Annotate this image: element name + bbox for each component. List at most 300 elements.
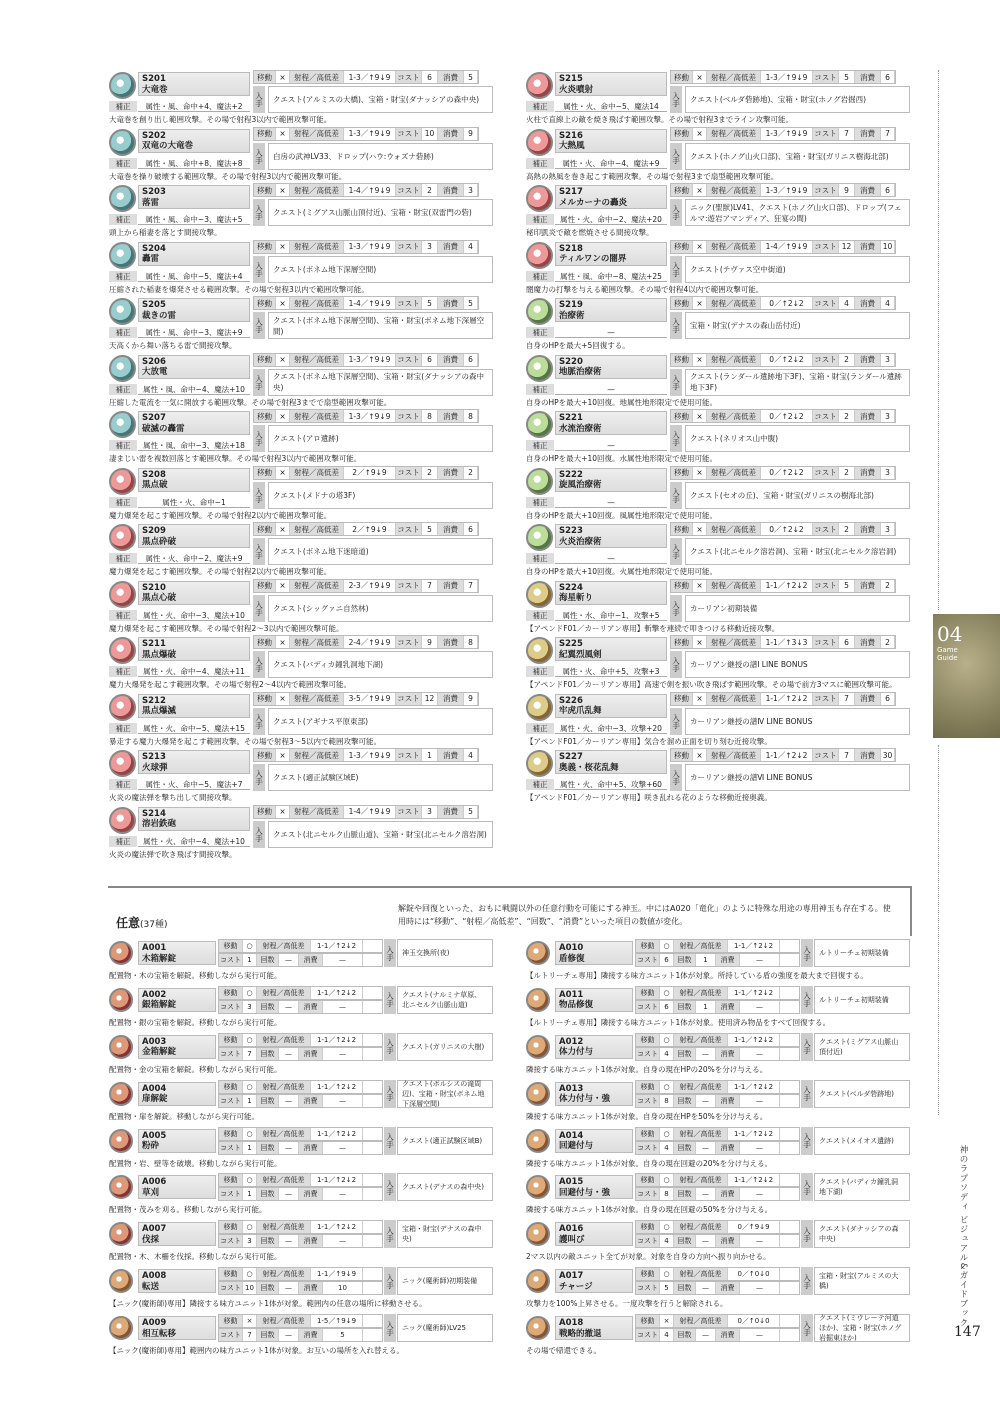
cost-label: コスト	[813, 636, 839, 648]
range-value: 1-3／↑9↓9	[344, 354, 396, 366]
correction-label: 補正	[526, 723, 554, 734]
source-value: クエスト(北ニセルク溶岩洞)、宝箱・財宝(北ニセルク溶岩洞)	[685, 538, 910, 565]
source-label: 入手	[670, 256, 682, 283]
source-value: 宝箱・財宝(デナスの森山岳付近)	[685, 312, 910, 339]
skill-name: 草刈	[142, 1187, 160, 1198]
source-label: 入手	[670, 538, 682, 565]
use-value: 8	[464, 636, 478, 648]
use-label: 消費	[299, 954, 323, 966]
move-value: ×	[276, 806, 290, 818]
cost-label: コスト	[396, 297, 422, 309]
skill-name: 黒点爆滅	[142, 706, 177, 716]
skill-description: 【ルトリーチェ専用】隣接する味方ユニット1体が対象。所持している盾の強度を最大まで回復する。	[526, 971, 868, 980]
range-label: 射程／高低差	[707, 749, 761, 761]
range-value: 1-4／↑9↓9	[344, 297, 396, 309]
count-label: 回数	[257, 1235, 279, 1247]
orb-icon	[526, 185, 553, 212]
source-value: 白房の武神LV33、ドロップ(ハウ:ウォズナ砦跡)	[268, 143, 493, 170]
range-label: 射程／高低差	[290, 241, 344, 253]
use-label: 消費	[299, 1142, 323, 1154]
use-label: 消費	[855, 241, 881, 253]
move-value: ×	[276, 71, 290, 83]
orb-icon	[109, 1316, 133, 1340]
move-value: ○	[243, 987, 257, 999]
move-value: ×	[243, 1315, 257, 1327]
orb-icon	[109, 468, 136, 495]
skill-id: S220	[559, 356, 583, 367]
skill-name-box	[138, 1222, 216, 1246]
skill-name-box	[555, 988, 633, 1012]
cost-value: 4	[660, 1235, 674, 1247]
stat-row	[670, 466, 896, 480]
source-value: クエスト(セオの丘)、宝箱・財宝(ガリニスの樹海北部)	[685, 482, 910, 509]
skill-id: A004	[142, 1083, 167, 1094]
cost-label: コスト	[220, 1237, 241, 1246]
correction-label: 補正	[526, 214, 554, 225]
range-value: 2-3／↑9↓9	[344, 580, 396, 592]
range-value: 2-4／↑9↓9	[344, 636, 396, 648]
side-divider	[938, 70, 939, 610]
move-label: 移動	[254, 467, 276, 479]
skill-name: 物品修復	[559, 1000, 594, 1011]
skill-card	[525, 70, 910, 126]
use-label: 消費	[855, 128, 881, 140]
skill-description: 【アペンドF01／カーリアン専用】気合を溜め正面を切り刻む近接攻撃。	[526, 736, 772, 746]
move-value: ×	[693, 184, 707, 196]
skill-description: 【ニック(魔術師)専用】範囲内の味方ユニット1体が対象。お互いの場所を入れ替える。	[109, 1346, 405, 1356]
count-label: 回数	[257, 954, 279, 966]
stat-row	[253, 748, 479, 762]
skill-name: ティルワンの闇界	[559, 254, 627, 264]
skill-id: S219	[559, 300, 583, 310]
move-value: ×	[276, 467, 290, 479]
skill-id: S206	[142, 356, 166, 367]
use-value: —	[323, 1188, 363, 1200]
source-label: 入手	[801, 1080, 813, 1108]
use-label: 消費	[855, 297, 881, 309]
skill-name: 火炎治療術	[559, 536, 602, 547]
cost-label: コスト	[637, 1284, 658, 1293]
count-value: —	[279, 1235, 299, 1247]
stat-row-2	[218, 1328, 383, 1342]
orb-icon	[109, 1175, 133, 1199]
skill-card	[525, 409, 910, 465]
skill-column-right	[525, 70, 910, 805]
use-value: 10	[881, 241, 895, 253]
skill-description: 配置物・金の宝箱を解錠。移動しながら実行可能。	[109, 1064, 282, 1074]
range-value: 0／↑0↓0	[728, 1268, 780, 1280]
any-column-right	[525, 939, 910, 1361]
source-value: カーリアン継授の譜Ⅵ LINE BONUS	[685, 764, 910, 791]
correction-label: 補正	[109, 158, 137, 169]
move-label: 移動	[254, 297, 276, 309]
range-label: 射程／高低差	[257, 1081, 311, 1093]
skill-card	[525, 1173, 910, 1219]
skill-id: A005	[142, 1130, 167, 1141]
orb-icon	[526, 129, 553, 156]
cost-label: コスト	[813, 128, 839, 140]
skill-name: チャージ	[559, 1281, 593, 1292]
count-value: —	[696, 1095, 716, 1107]
use-label: 消費	[299, 1095, 323, 1107]
correction-label: 補正	[109, 666, 137, 677]
orb-icon	[526, 988, 550, 1012]
move-label: 移動	[219, 1315, 243, 1327]
orb-icon	[109, 581, 136, 608]
skill-name: 火炎噴射	[559, 84, 594, 95]
skill-description: 配置物・銀の宝箱を解錠。移動しながら実行可能。	[109, 1017, 282, 1027]
skill-card	[108, 805, 493, 861]
orb-icon	[109, 411, 136, 438]
skill-card	[525, 1314, 910, 1360]
source-label: 入手	[253, 595, 265, 622]
move-label: 移動	[254, 636, 276, 648]
skill-card	[525, 183, 910, 239]
stat-row	[253, 805, 479, 819]
cost-value: 2	[839, 523, 855, 535]
stat-row	[670, 296, 896, 310]
range-label: 射程／高低差	[290, 749, 344, 761]
skill-name: 水流治療術	[559, 423, 602, 434]
range-label: 射程／高低差	[290, 354, 344, 366]
cost-label: コスト	[220, 956, 241, 964]
skill-card	[108, 70, 493, 126]
range-value: 1-1／↑2↓2	[728, 940, 780, 952]
skill-id: S222	[559, 469, 583, 480]
cost-value: 7	[839, 749, 855, 761]
skill-id: S213	[142, 752, 166, 762]
correction-value: 属性・火、命中−5、魔法+15	[138, 723, 250, 734]
cost-label: コスト	[813, 71, 839, 83]
skill-description: 自身のHPを最大+10回復。風属性地形限定で使用可能。	[526, 510, 717, 520]
source-value: ニック(聖獣)LV41、クエスト(ホノグ山火口部)、ドロップ(フェルマ:遊岩アマンディア、狂宴の間)	[685, 199, 910, 226]
use-value: 3	[881, 523, 895, 535]
use-value: 6	[881, 71, 895, 83]
range-label: 射程／高低差	[707, 184, 761, 196]
range-label: 射程／高低差	[707, 241, 761, 253]
cost-value: 3	[422, 806, 438, 818]
cost-label: コスト	[813, 297, 839, 309]
cost-label: コスト	[396, 410, 422, 422]
source-value: 宝箱・財宝(デナスの森中央)	[397, 1220, 493, 1248]
count-value: 1	[696, 1001, 716, 1013]
skill-description: 魔力爆発を起こす範囲攻撃。その場で射程2〜3以内で範囲攻撃可能。	[109, 623, 344, 633]
stat-row	[635, 1173, 800, 1187]
use-label: 消費	[438, 693, 464, 705]
range-label: 射程／高低差	[674, 1081, 728, 1093]
move-value: ×	[693, 128, 707, 140]
stat-row	[670, 127, 896, 141]
correction-label: 補正	[526, 553, 554, 564]
count-label: 回数	[257, 1142, 279, 1154]
skill-id: A006	[142, 1177, 167, 1188]
orb-icon	[526, 355, 553, 382]
range-label: 射程／高低差	[257, 1268, 311, 1280]
source-value: クエスト(適正試験区域E)	[268, 764, 493, 791]
move-label: 移動	[254, 241, 276, 253]
skill-description: 自身のHPを最大+10回復。火属性地形限定で使用可能。	[526, 567, 717, 576]
skill-description: 大竜巻を操り破壊する範囲攻撃。その場で射程3以内で範囲攻撃可能。	[109, 171, 347, 181]
range-value: 1-3／↑9↓9	[344, 241, 396, 253]
cost-value: 8	[422, 410, 438, 422]
use-label: 消費	[438, 354, 464, 366]
correction-value: 属性・火、命中−2、魔法+20	[555, 214, 667, 225]
source-value: クエスト(メドナの塔3F)	[268, 482, 493, 509]
skill-name-box	[555, 242, 667, 266]
cost-value: 9	[422, 636, 438, 648]
cost-value: 4	[660, 1048, 674, 1060]
stat-row	[253, 353, 479, 367]
correction-value: 属性・風、命中−4、魔法+10	[138, 384, 250, 395]
correction-label: 補正	[526, 497, 554, 508]
skill-name: 裁きの雷	[142, 310, 177, 321]
skill-name: 黒点砕破	[142, 536, 177, 547]
stat-row	[670, 692, 896, 706]
cost-value: 5	[660, 1282, 674, 1294]
stat-row-2	[218, 1094, 383, 1108]
skill-id: S205	[142, 300, 166, 310]
skill-id: S201	[142, 74, 166, 84]
skill-id: S216	[559, 130, 583, 141]
skill-card	[108, 1127, 493, 1173]
range-value: 1-3／↑9↓9	[344, 749, 396, 761]
correction-label: 補正	[109, 723, 137, 734]
skill-id: A017	[559, 1271, 584, 1282]
skill-description: 凄まじい雷を複数回落とす範囲攻撃。その場で射程3以内で範囲攻撃可能。	[109, 454, 362, 463]
cost-value: 7	[243, 1048, 257, 1060]
skill-description: 暴走する魔力大爆発を起こす範囲攻撃。その場で射程3〜5以内で範囲攻撃可能。	[109, 736, 382, 746]
move-value: ×	[276, 184, 290, 196]
move-value: ×	[276, 241, 290, 253]
use-value: 4	[464, 241, 478, 253]
skill-name: 破滅の轟雷	[142, 423, 185, 434]
move-value: ○	[660, 1081, 674, 1093]
skill-id: A008	[142, 1271, 167, 1282]
move-label: 移動	[219, 1221, 243, 1233]
skill-id: A013	[559, 1083, 584, 1094]
range-value: 1-1／↑9↓9	[311, 1268, 363, 1280]
skill-id: A018	[559, 1318, 584, 1329]
cost-value: 6	[422, 71, 438, 83]
orb-icon	[526, 298, 553, 325]
stat-row-2	[635, 1047, 800, 1061]
range-value: 1-3／↑9↓9	[344, 71, 396, 83]
source-value: クエスト(ミグアス山脈山頂付近)、宝箱・財宝(双雷門の砦)	[268, 199, 493, 226]
source-value: クエスト(ナルミナ草原、北ニセルク山脈山道)	[397, 986, 493, 1014]
cost-value: 12	[839, 241, 855, 253]
move-label: 移動	[636, 1221, 660, 1233]
orb-icon	[526, 468, 553, 495]
stat-row-2	[218, 1281, 383, 1295]
count-label: 回数	[674, 1048, 696, 1060]
move-value: ○	[660, 1034, 674, 1046]
use-value: —	[740, 1048, 780, 1060]
stat-row-2	[635, 1234, 800, 1248]
correction-value: 属性・火、命中−2、魔法+9	[138, 553, 250, 564]
source-value: クエスト(シッグァニ自然林)	[268, 595, 493, 622]
skill-name-box	[555, 1175, 633, 1199]
skill-name-box	[555, 694, 667, 718]
orb-icon	[109, 1035, 133, 1059]
orb-icon	[526, 694, 553, 721]
skill-name: 双竜の大竜巻	[142, 141, 194, 151]
skill-card	[108, 579, 493, 635]
use-value: 5	[464, 297, 478, 309]
skill-name-box	[138, 411, 250, 435]
skill-description: 隣接する味方ユニット1体が対象。自身の現在HPを50%を分け与える。	[526, 1111, 768, 1121]
skill-name-box	[138, 185, 250, 209]
correction-label: 補正	[526, 158, 554, 169]
cost-label: コスト	[637, 1096, 658, 1105]
orb-icon	[526, 1316, 550, 1340]
move-label: 移動	[254, 354, 276, 366]
range-label: 射程／高低差	[290, 806, 344, 818]
skill-name-box	[555, 355, 667, 379]
category-title: 任意(37種)	[116, 916, 168, 930]
stat-row-2	[635, 1141, 800, 1155]
source-value: クエスト(ランダール遺跡地下3F)、宝箱・財宝(ランダール遺跡地下3F)	[685, 369, 910, 396]
use-value: —	[323, 1001, 363, 1013]
use-label: 消費	[855, 693, 881, 705]
use-label: 消費	[438, 523, 464, 535]
correction-label: 補正	[526, 610, 554, 621]
orb-icon	[109, 988, 133, 1012]
correction-label: 補正	[526, 327, 554, 338]
use-value: —	[740, 1282, 780, 1294]
skill-id: A001	[142, 943, 167, 953]
count-label: 回数	[674, 1095, 696, 1107]
skill-id: A012	[559, 1036, 584, 1047]
skill-name-box	[555, 1129, 633, 1153]
correction-label: 補正	[526, 666, 554, 677]
correction-value: —	[555, 327, 667, 338]
source-label: 入手	[801, 1033, 813, 1061]
count-value: —	[279, 1001, 299, 1013]
source-value: カーリアン継授の譜Ⅳ LINE BONUS	[685, 708, 910, 735]
skill-name-box	[555, 1035, 633, 1059]
range-label: 射程／高低差	[707, 580, 761, 592]
skill-description: 頭上から稲妻を落とす間接攻撃。	[109, 228, 222, 237]
skill-card	[108, 1173, 493, 1219]
skill-name: 黒点破	[142, 480, 168, 490]
source-value: クエスト(適正試験区域B)	[397, 1127, 493, 1155]
skill-name: 木箱解錠	[142, 953, 177, 964]
move-label: 移動	[636, 940, 660, 952]
skill-id: S202	[142, 130, 166, 141]
source-label: 入手	[801, 1127, 813, 1155]
skill-card	[108, 1220, 493, 1266]
use-value: 2	[881, 580, 895, 592]
orb-icon	[526, 1175, 550, 1199]
skill-name-box	[138, 1316, 216, 1340]
skill-name-box	[138, 72, 250, 96]
use-label: 消費	[716, 1095, 740, 1107]
skill-name-box	[555, 1082, 633, 1106]
source-label: 入手	[253, 199, 265, 226]
range-value: 1-1／↑2↓2	[728, 1128, 780, 1140]
cost-value: 1	[243, 1095, 257, 1107]
cost-label: コスト	[637, 956, 658, 964]
move-label: 移動	[254, 693, 276, 705]
range-label: 射程／高低差	[290, 580, 344, 592]
stat-row	[670, 409, 896, 423]
skill-description: 魔力大爆発を起こす範囲攻撃。その場で射程2〜4以内で範囲攻撃可能。	[109, 680, 352, 689]
count-value: —	[279, 1188, 299, 1200]
source-label: 入手	[253, 143, 265, 170]
move-label: 移動	[671, 580, 693, 592]
skill-id: S210	[142, 582, 166, 593]
stat-row	[635, 1267, 800, 1281]
cost-value: 8	[660, 1188, 674, 1200]
range-value: 0／↑2↓2	[761, 410, 813, 422]
cost-label: コスト	[220, 1096, 241, 1105]
use-value: —	[323, 1142, 363, 1154]
use-label: 消費	[299, 1188, 323, 1200]
skill-name-box	[555, 750, 667, 774]
skill-column-left	[108, 70, 493, 861]
move-value: ×	[693, 636, 707, 648]
cost-label: コスト	[813, 523, 839, 535]
source-label: 入手	[670, 143, 682, 170]
cost-label: コスト	[396, 580, 422, 592]
correction-label: 補正	[526, 384, 554, 395]
range-label: 射程／高低差	[290, 184, 344, 196]
skill-name-box	[555, 411, 667, 435]
count-label: 回数	[674, 1001, 696, 1013]
move-value: ×	[276, 693, 290, 705]
skill-name-box	[138, 1129, 216, 1153]
correction-label: 補正	[109, 497, 137, 508]
move-value: ×	[693, 410, 707, 422]
stat-row	[253, 635, 479, 649]
move-label: 移動	[254, 410, 276, 422]
source-label: 入手	[801, 1267, 813, 1295]
use-label: 消費	[855, 580, 881, 592]
move-value: ×	[276, 523, 290, 535]
cost-label: コスト	[220, 1284, 241, 1293]
correction-value: 属性・火、命中−4、魔法+9	[555, 158, 667, 169]
move-value: ○	[243, 1268, 257, 1280]
range-value: 1-1／↑2↓2	[728, 1034, 780, 1046]
range-label: 射程／高低差	[257, 987, 311, 999]
cost-value: 9	[839, 184, 855, 196]
orb-icon	[109, 524, 136, 551]
move-label: 移動	[671, 693, 693, 705]
range-label: 射程／高低差	[257, 1221, 311, 1233]
cost-value: 5	[422, 523, 438, 535]
use-label: 消費	[716, 1282, 740, 1294]
source-value: 神玉交換所(夜)	[397, 939, 493, 967]
use-value: 6	[464, 354, 478, 366]
source-value: クエスト(バディカ鐘乳洞地下湖)	[268, 651, 493, 678]
stat-row	[253, 183, 479, 197]
skill-name-box	[138, 637, 250, 661]
skill-name: 扉解錠	[142, 1094, 168, 1105]
use-value: —	[740, 1329, 780, 1341]
use-label: 消費	[438, 241, 464, 253]
source-label: 入手	[670, 369, 682, 396]
move-label: 移動	[636, 1315, 660, 1327]
skill-description: 魔力爆発を起こす範囲攻撃。その場で射程2以内で範囲攻撃可能。	[109, 510, 332, 520]
skill-id: S217	[559, 187, 583, 197]
range-value: 1-1／↑2↓2	[311, 987, 363, 999]
skill-name: 回避付与・強	[559, 1187, 611, 1198]
skill-description: 圧縮された稲妻を爆発させる範囲攻撃。その場で射程3以内で範囲攻撃可能。	[109, 284, 369, 294]
source-label: 入手	[253, 425, 265, 452]
source-label: 入手	[670, 708, 682, 735]
orb-icon	[109, 694, 136, 721]
move-label: 移動	[254, 71, 276, 83]
